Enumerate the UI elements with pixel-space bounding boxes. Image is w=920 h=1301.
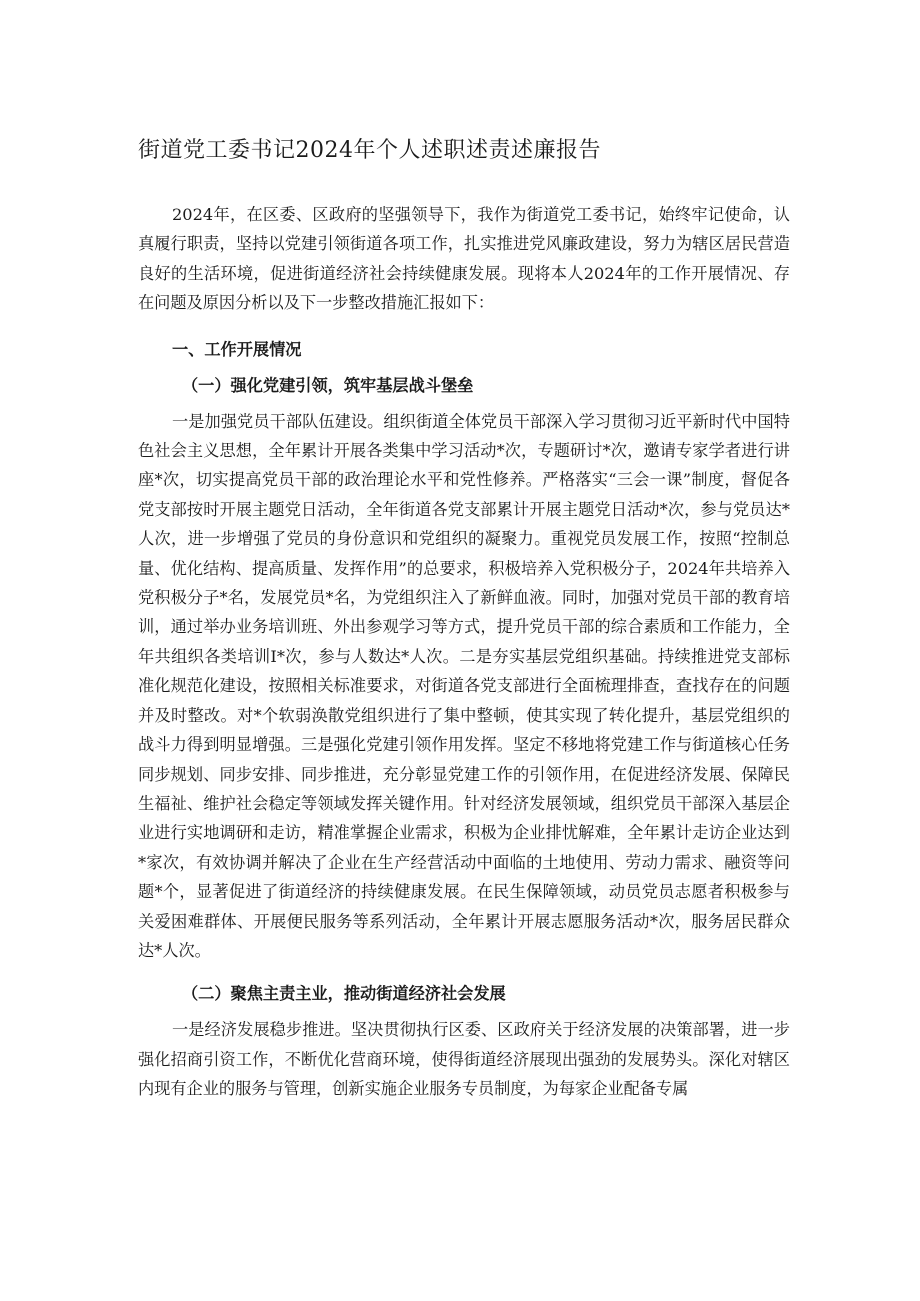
subsection-heading-economy: （二）聚焦主责主业，推动街道经济社会发展: [182, 984, 506, 1004]
economy-paragraph: 一是经济发展稳步推进。坚决贯彻执行区委、区政府关于经济发展的决策部署，进一步强化招商引资工作，不断优化营商环境，使得街道经济展现出强劲的发展势头。深化对辖区内现有企业的服务与管理，创新实施企业服务专员制度，为每家企业配备专属: [138, 1020, 790, 1099]
party-building-paragraph: 一是加强党员干部队伍建设。组织街道全体党员干部深入学习贯彻习近平新时代中国特色社会主义思想，全年累计开展各类集中学习活动*次，专题研讨*次，邀请专家学者进行讲座*次，切实提高党员干部的政治理论水平和党性修养。严格落实“三会一课”制度，督促各党支部按时开展主题党日活动，全年街道各党支部累计开展主题党日活动*次，参与党员达*人次，进一步增强了党员的身份意识和党组织的凝聚力。重视党员发展工作，按照“控制总量、优化结构、提高质量、发挥作用”的总要求，积极培养入党积极分子，2024年共培养入党积极分子*名，发展党员*名，为党组织注入了新鲜血液。同时，加强对党员干部的教育培训，通过举办业务培训班、外出参观学习等方式，提升党员干部的综合素质和工作能力，全年共组织各类培训I*次，参与人数达*人次。二是夯实基层党组织基础。持续推进党支部标准化规范化建设，按照相关标准要求，对街道各党支部进行全面梳理排查，查找存在的问题并及时整改。对*个软弱涣散党组织进行了集中整顿，使其实现了转化提升，基层党组织的战斗力得到明显增强。三是强化党建引领作用发挥。坚定不移地将党建工作与街道核心任务同步规划、同步安排、同步推进，充分彰显党建工作的引领作用，在促进经济发展、保障民生福祉、维护社会稳定等领域发挥关键作用。针对经济发展领域，组织党员干部深入基层企业进行实地调研和走访，精准掌握企业需求，积极为企业排忧解难，全年累计走访企业达到*家次，有效协调并解决了企业在生产经营活动中面临的土地使用、劳动力需求、融资等问题*个，显著促进了街道经济的持续健康发展。在民生保障领域，动员党员志愿者积极参与关爱困难群体、开展便民服务等系列活动，全年累计开展志愿服务活动*次，服务居民群众达*人次。: [138, 411, 790, 960]
spacer: [138, 318, 790, 326]
document-title: 街道党工委书记2024年个人述职述责述廉报告: [138, 138, 601, 163]
section-heading-work: 一、工作开展情况: [172, 339, 302, 359]
document-body: [138, 128, 790, 1104]
intro-paragraph: 2024年，在区委、区政府的坚强领导下，我作为街道党工委书记，始终牢记使命，认真履行职责，坚持以党建引领街道各项工作，扎实推进党风廉政建设，努力为辖区居民营造良好的生活环境，促进街道经济社会持续健康发展。现将本人2024年的工作开展情况、存在问题及原因分析以及下一步整改措施汇报如下：: [138, 205, 790, 313]
spacer: [138, 965, 790, 973]
subsection-heading-party-building: （一）强化党建引领，筑牢基层战斗堡垒: [182, 375, 474, 395]
